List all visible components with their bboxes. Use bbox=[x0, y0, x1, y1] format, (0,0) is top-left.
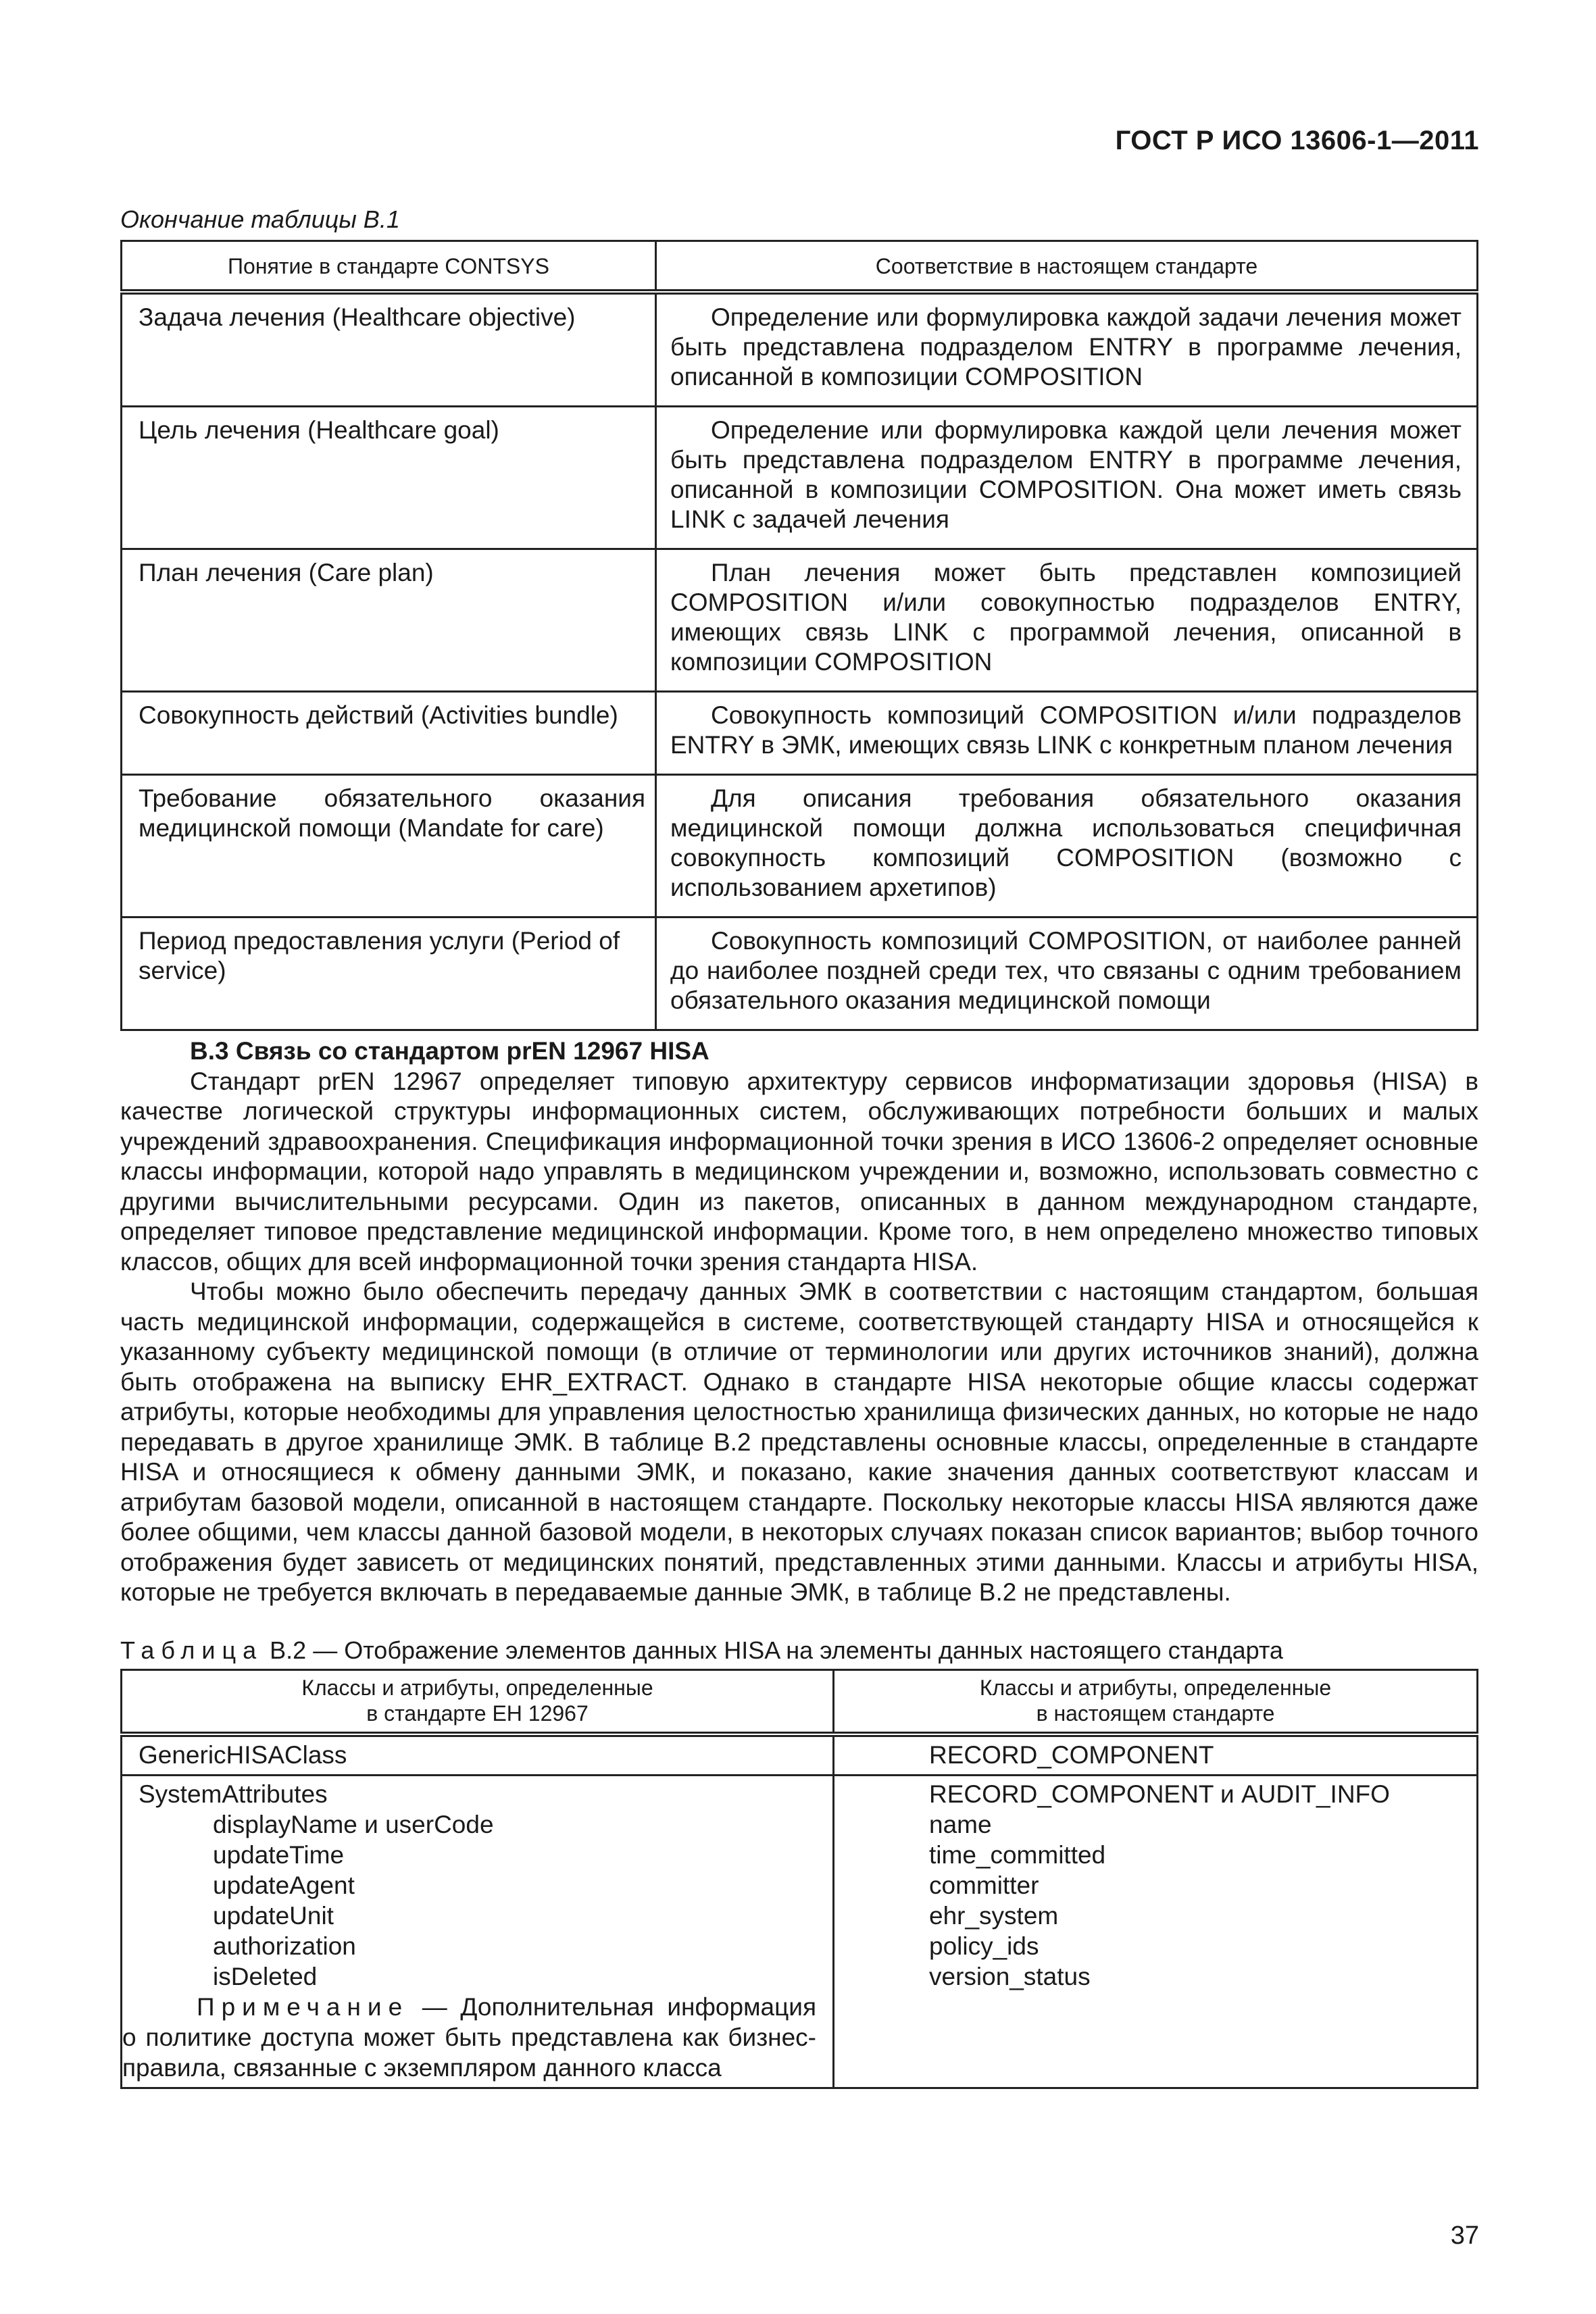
table-row bbox=[122, 407, 1478, 549]
note-text: — Дополнительная информация о политике доступа может быть представлена как бизнес-правила, связанные с экземпляром данного класса bbox=[122, 1993, 816, 2082]
hisa-attribute: displayName и userCode bbox=[213, 1811, 494, 1838]
header-line: Классы и атрибуты, определенные bbox=[979, 1676, 1332, 1700]
mapping-cell: Совокупность композиций COMPOSITION, от наиболее ранней до наиболее поздней среди тех, что связаны с одним требованием обязательного оказания медицинской помощи bbox=[656, 917, 1478, 1030]
section-heading: В.3 Связь со стандартом prEN 12967 HISA bbox=[190, 1037, 709, 1065]
document-id: ГОСТ Р ИСО 13606-1—2011 bbox=[1115, 126, 1479, 155]
table2-caption-text: В.2 — Отображение элементов данных HISA на элементы данных настоящего стандарта bbox=[270, 1636, 1283, 1664]
mapping-cell: Совокупность композиций COMPOSITION и/или подразделов ENTRY в ЭМК, имеющих связь LINK с конкретным планом лечения bbox=[656, 692, 1478, 775]
header-line: в стандарте ЕН 12967 bbox=[366, 1701, 589, 1726]
hisa-class-title: SystemAttributes bbox=[139, 1780, 328, 1808]
hisa-cell bbox=[122, 1776, 834, 2088]
hisa-attribute: authorization bbox=[213, 1932, 356, 1960]
table1-caption: Окончание таблицы В.1 bbox=[120, 205, 400, 233]
concept-cell: Цель лечения (Healthcare goal) bbox=[122, 407, 656, 549]
table1-header-mapping: Соответствие в настоящем стандарте bbox=[656, 241, 1478, 293]
std-cell: RECORD_COMPONENT bbox=[834, 1734, 1478, 1776]
std-attribute: policy_ids bbox=[929, 1932, 1039, 1960]
table1-header-concept: Понятие в стандарте CONTSYS bbox=[122, 241, 656, 293]
page-number: 37 bbox=[1450, 2221, 1479, 2250]
section-b3 bbox=[120, 1036, 1478, 1608]
std-cell bbox=[834, 1776, 1478, 2088]
table2-header-row bbox=[122, 1670, 1478, 1735]
mapping-cell: Для описания требования обязательного оказания медицинской помощи должна использоваться специфичная совокупность композиций COMPOSITION (возможно с использованием архетипов) bbox=[656, 775, 1478, 917]
table2-header-std bbox=[834, 1670, 1478, 1735]
concept-cell: План лечения (Care plan) bbox=[122, 549, 656, 692]
mapping-cell: Определение или формулировка каждой задачи лечения может быть представлена подразделом ENTRY в программе лечения, описанной в композиции COMPOSITION bbox=[656, 292, 1478, 407]
table2-caption bbox=[120, 1636, 1283, 1665]
table-row bbox=[122, 1734, 1478, 1776]
std-class-title: RECORD_COMPONENT и AUDIT_INFO bbox=[929, 1780, 1390, 1808]
table-row bbox=[122, 1776, 1478, 2088]
std-attribute: time_committed bbox=[929, 1841, 1106, 1869]
concept-cell: Требование обязательного оказания медицинской помощи (Mandate for care) bbox=[122, 775, 656, 917]
table2-header-hisa bbox=[122, 1670, 834, 1735]
table1-header-row bbox=[122, 241, 1478, 293]
hisa-attribute: updateAgent bbox=[213, 1871, 355, 1899]
table2-caption-label: Таблица bbox=[120, 1636, 264, 1664]
mapping-cell: Определение или формулировка каждой цели лечения может быть представлена подразделом ENTRY в программе лечения, описанной в композиции COMPOSITION. Она может иметь связь LINK с задачей лечения bbox=[656, 407, 1478, 549]
table-row bbox=[122, 917, 1478, 1030]
section-paragraph: Стандарт prEN 12967 определяет типовую архитектуру сервисов информатизации здоровья (HISA) в качестве логической структуры информационных систем, обслуживающих потребности больших и малых учреждений здравоохранения. Спецификация информационной точки зрения в ИСО 13606-2 определяет основные классы информации, которой надо управлять в медицинском учреждении и, возможно, использовать совместно с другими вычислительными ресурсами. Один из пакетов, описанных в данном международном стандарте, определяет типовое представление медицинской информации. Кроме того, в нем определено множество типовых классов, общих для всей информационной точки зрения стандарта HISA. bbox=[120, 1067, 1478, 1276]
std-attribute: version_status bbox=[929, 1963, 1091, 1990]
hisa-attribute: updateUnit bbox=[213, 1902, 334, 1930]
section-paragraph: Чтобы можно было обеспечить передачу данных ЭМК в соответствии с настоящим стандартом, большая часть медицинской информации, содержащейся в системе, соответствующей стандарту HISA и относящейся к указанному субъекту медицинской помощи (в отличие от терминологии или других источников знаний), должна быть отображена на выписку EHR_EXTRACT. Однако в стандарте HISA некоторые общие классы содержат атрибуты, которые необходимы для управления целостностью хранилища физических данных, но которые не надо передавать в другое хранилище ЭМК. В таблице В.2 представлены основные классы, определенные в стандарте HISA и относящиеся к обмену данными ЭМК, и показано, какие значения данных соответствуют классам и атрибутам базовой модели, описанной в настоящем стандарте. Поскольку некоторые классы HISA являются даже более общими, чем классы данной базовой модели, в некоторых случаях показан список вариантов; выбор точного отображения будет зависеть от медицинских понятий, представленных этими данными. Классы и атрибуты HISA, которые не требуется включать в передаваемые данные ЭМК, в таблице В.2 не представлены. bbox=[120, 1278, 1478, 1606]
note-label: Примечание bbox=[197, 1993, 409, 2021]
table-row bbox=[122, 692, 1478, 775]
table-row bbox=[122, 549, 1478, 692]
hisa-attribute: isDeleted bbox=[213, 1963, 318, 1990]
table-row bbox=[122, 775, 1478, 917]
std-attribute: name bbox=[929, 1811, 992, 1838]
hisa-attribute: updateTime bbox=[213, 1841, 345, 1869]
table-note bbox=[122, 1992, 816, 2083]
table-row bbox=[122, 292, 1478, 407]
std-attribute: ehr_system bbox=[929, 1902, 1059, 1930]
concept-cell: Период предоставления услуги (Period of service) bbox=[122, 917, 656, 1030]
table1 bbox=[120, 240, 1478, 1031]
mapping-cell: План лечения может быть представлен композицией COMPOSITION и/или совокупностью подразделов ENTRY, имеющих связь LINK с программой лечения, описанной в композиции COMPOSITION bbox=[656, 549, 1478, 692]
concept-cell: Совокупность действий (Activities bundle) bbox=[122, 692, 656, 775]
hisa-cell: GenericHISAClass bbox=[122, 1734, 834, 1776]
header-line: Классы и атрибуты, определенные bbox=[301, 1676, 653, 1700]
table2 bbox=[120, 1669, 1478, 2089]
concept-cell: Задача лечения (Healthcare objective) bbox=[122, 292, 656, 407]
std-attribute: committer bbox=[929, 1871, 1039, 1899]
header-line: в настоящем стандарте bbox=[1036, 1701, 1275, 1726]
